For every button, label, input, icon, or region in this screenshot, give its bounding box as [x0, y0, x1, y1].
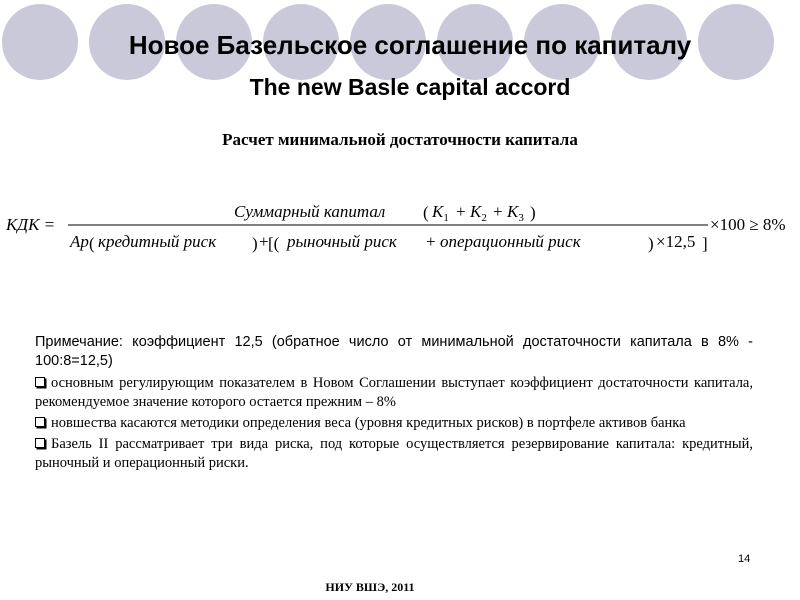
- notes: [35, 333, 753, 475]
- slide-subtitle-en: The new Basle capital accord: [249, 74, 571, 100]
- formula-paren: (: [423, 203, 429, 222]
- footer: НИУ ВШЭ, 2011: [325, 580, 415, 594]
- formula-lhs: КДК =: [6, 215, 56, 234]
- decorative-circles: [0, 0, 800, 130]
- formula-denominator-credit: кредитный риск: [98, 232, 217, 251]
- formula-denominator-market: рыночный риск: [287, 232, 397, 251]
- note-text: Примечание: коэффициент 12,5 (обратное число от минимальной достаточности капитала в 8% - 100:8=12,5): [35, 334, 753, 369]
- formula-k3: $K_3$: [507, 202, 524, 224]
- capital-adequacy-formula: [0, 185, 800, 265]
- formula-bracket: ]: [702, 234, 708, 253]
- bullet-item: Базель II рассматривает три вида риска, под которые осуществляется резервирование капитала: кредитный, рыночный и операционный риски.: [35, 436, 753, 471]
- section-heading: Расчет минимальной достаточности капитала: [222, 130, 578, 149]
- formula-k2: $K_2$: [470, 202, 487, 224]
- formula-numerator-text: Суммарный капитал: [234, 202, 386, 221]
- formula-plus: +: [426, 232, 436, 251]
- checkbox-bullet-icon: [35, 417, 45, 427]
- formula-paren: ): [530, 203, 536, 222]
- slide-title: Новое Базельское соглашение по капиталу: [128, 30, 692, 60]
- formula-denominator-oper: операционный риск: [440, 232, 581, 251]
- formula-bracket: [(: [268, 234, 280, 253]
- formula-denominator-ap: Ар: [70, 232, 89, 251]
- formula-plus: +: [493, 202, 503, 221]
- formula-factor: ×12,5: [656, 232, 696, 251]
- formula-k1: $K_1$: [432, 202, 449, 224]
- checkbox-bullet-icon: [35, 438, 45, 448]
- formula-paren: ): [648, 234, 654, 253]
- formula-paren: (: [89, 234, 95, 253]
- formula-plus: +: [259, 232, 269, 251]
- bullet-item: новшества касаются методики определения веса (уровня кредитных рисков) в портфеле активов банка: [35, 414, 753, 433]
- formula-plus: +: [456, 202, 466, 221]
- formula-paren: ): [252, 234, 258, 253]
- bullet-item: основным регулирующим показателем в Новом Соглашении выступает коэффициент достаточности капитала, рекомендуемое значение которого остается прежним – 8%: [35, 375, 753, 410]
- formula-result: ×100 ≥ 8%: [710, 215, 786, 234]
- checkbox-bullet-icon: [35, 377, 45, 387]
- page-number: 14: [738, 553, 751, 565]
